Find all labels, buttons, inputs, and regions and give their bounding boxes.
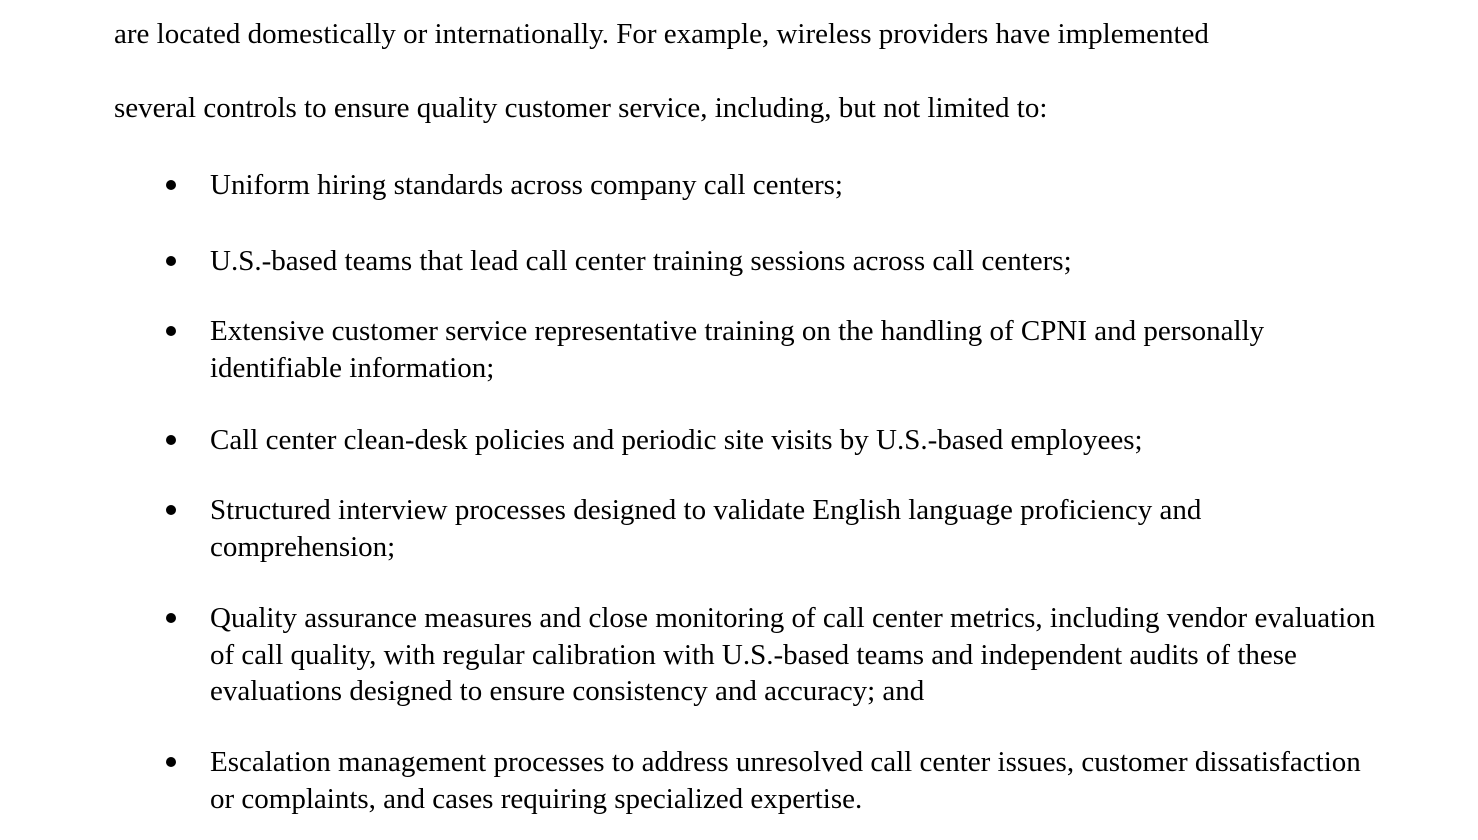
bullet-icon [166,256,176,266]
bullet-text: U.S.-based teams that lead call center training sessions across call centers; [210,245,1072,277]
bullet-icon [166,505,176,515]
bullet-icon [166,326,176,336]
bullet-icon [166,435,176,445]
bullet-icon [166,757,176,767]
bullet-text: Uniform hiring standards across company call centers; [210,169,843,201]
paragraph-line-1: are located domestically or internationally. For example, wireless providers have implemented [114,18,1209,50]
bullet-text: Escalation management processes to address unresolved call center issues, customer dissatisfaction or complaints, and cases requiring specialized expertise. [210,746,1361,815]
paragraph-line-2: several controls to ensure quality customer service, including, but not limited to: [114,92,1048,124]
bullet-icon [166,180,176,190]
bullet-text: Extensive customer service representative training on the handling of CPNI and personally identifiable information; [210,315,1265,384]
bullet-icon [166,613,176,623]
bullet-text: Structured interview processes designed to validate English language proficiency and comprehension; [210,494,1202,563]
bullet-text: Call center clean-desk policies and periodic site visits by U.S.-based employees; [210,424,1143,456]
bullet-text: Quality assurance measures and close monitoring of call center metrics, including vendor evaluation of call quality, with regular calibration with U.S.-based teams and independent audits of these evaluations designed to ensure consistency and accuracy; and [210,602,1376,707]
